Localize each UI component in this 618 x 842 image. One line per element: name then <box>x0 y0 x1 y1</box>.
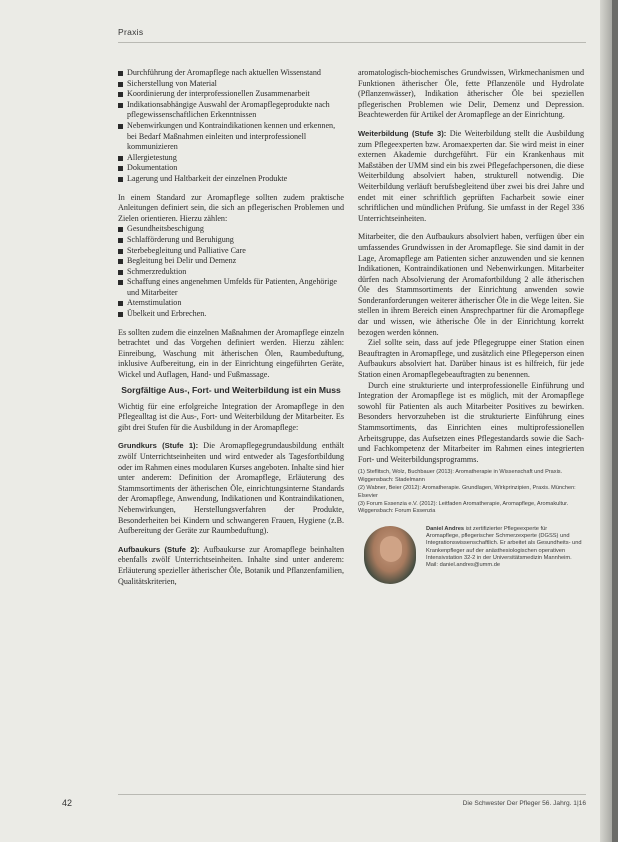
care-goals-list <box>118 224 344 319</box>
list-item: Koordinierung der interprofessionellen Zusammenarbeit <box>118 89 344 100</box>
list-item: Dokumentation <box>118 163 344 174</box>
list-item: Sterbebegleitung und Palliative Care <box>118 246 344 257</box>
list-item: Durchführung der Aromapflege nach aktuellen Wissenstand <box>118 68 344 79</box>
practice-intro-paragraph: In einem Standard zur Aromapflege sollten zudem praktische Anleitungen definiert sein, die sich an pflegerischen Problemen und Zielen orientieren. Hierzu zählen: <box>118 192 344 223</box>
footer-rule <box>118 794 586 795</box>
further-training-lead: Weiterbildung (Stufe 3): <box>358 128 447 138</box>
measures-paragraph: Es sollten zudem die einzelnen Maßnahmen der Aromapflege einzeln betrachtet und das Vorgehen definiert werden. Hierzu zählen: Einreibung, Waschung mit ätherischen Ölen, Raumbeduftung, inklusive Aufbereitung, ein in der Einrichtung eingeführten Geräte, Wickel und Auflagen, Hand- und Fußmassage. <box>118 327 344 380</box>
reference-item: (3) Forum Essenzia e.V. (2012): Leitfaden Aromatherapie, Aromapflege, Aromakultur. Wiggensbach: Forum Essenzia <box>358 501 569 515</box>
author-description: ist zertifizierter Pflegeexperte für Aromapflege, pflegerischer Schmerzexperte (DGSS) und Integrationswissenschaftlich. Er arbeitet als Gesundheits- und Krankenpfleger auf der anästhesiologischen operativen Intensivstation 32-2 in der Universitätsmedizin Mannheim. Mail: daniel.andres@umm.de <box>426 525 582 569</box>
basic-course-paragraph <box>118 441 344 536</box>
duties-list <box>118 68 344 185</box>
advanced-course-lead: Aufbaukurs (Stufe 2): <box>118 544 200 554</box>
page-number: 42 <box>62 798 73 808</box>
list-item: Indikationsabhängige Auswahl der Aromapflegeprodukte nach pflegewissenschaftlichen Erkenntnissen <box>118 100 344 121</box>
further-training-text: Die Weiterbildung stellt die Ausbildung zum Pflegeexperten bzw. Aromaexperten dar. Sie wird meist in einer externen Akademie durchgeführt. Für ein Krankenhaus mit Maßstäben der UMM sind ein bis zwei Pflegefachpersonen, die diese Weiterbildung absolviert haben, strukturell notwendig. Die Weiterbildung verläuft berufsbegleitend über zwei bis drei Jahre und endet mit einer schriftlich geprüften Facharbeit sowie einer schriftlichen und mündlichen Prüfung. Sie umfasst in der Regel 336 Unterrichtseinheiten. <box>358 128 584 223</box>
references-list <box>358 469 584 515</box>
section-label: Praxis <box>118 27 144 37</box>
list-item: Übelkeit und Erbrechen. <box>118 309 344 320</box>
basic-course-lead: Grundkurs (Stufe 1): <box>118 441 199 451</box>
left-column <box>118 68 344 587</box>
goal-paragraph: Ziel sollte sein, dass auf jede Pflegegruppe einer Station einen Beauftragten in Aromapflege, und zusätzlich eine Pflegeperson einen Aufbaukurs absolviert hat. Darüber hinaus ist es hilfreich, für jede Station einen Aromapflegebeauftragten zu benennen. <box>358 338 584 380</box>
author-bio <box>426 526 582 570</box>
staff-paragraph: Mitarbeiter, die den Aufbaukurs absolviert haben, verfügen über ein umfassendes Grundwissen in der Aromapflege. Sie sind damit in der Lage, Aromapflege am Patienten sicher anzuwenden und sie kennen Indikationen, Kontraindikationen und Nebenwirkungen. Mitarbeiter dürfen nach Absolvierung der Aromafortbildung 2 alle ätherischen Öle des Stammsortiments der Einrichtung anwenden sowie Sonderanforderungen weiterer ätherischer Öle in die Wege leiten. Sie stellen in ihrem Bereich einen Ansprechpartner für die Aromapflege dar und wissen, wie ätherische Öle in der Einrichtung korrekt bezogen werden können. <box>358 232 584 337</box>
journal-reference: Die Schwester Der Pfleger 56. Jahrg. 1|16 <box>462 800 586 807</box>
author-name: Daniel Andres <box>426 525 465 532</box>
training-intro-paragraph: Wichtig für eine erfolgreiche Integration der Aromapflege in den Pflegealltag ist die Aus-, Fort- und Weiterbildung der Mitarbeiter. Es gibt drei Stufen für die Ausbildung in der Aromapflege: <box>118 401 344 432</box>
header-rule <box>118 42 586 43</box>
advanced-course-text: Aufbaukurse zur Aromapflege beinhalten ebenfalls zwölf Unterrichtseinheiten. Inhalte sind unter anderem: Erläuterung spezieller ätherischer Öle, Botanik und Pflanzenfamilien, Qualitätskriterien, <box>118 544 344 586</box>
list-item: Gesundheitsbeschigung <box>118 224 344 235</box>
list-item: Schlafförderung und Beruhigung <box>118 235 344 246</box>
conclusion-paragraph: Durch eine strukturierte und interprofessionelle Einführung und Integration der Aromapflege ist es möglich, mit der Aromapflege sowohl für Patienten als auch Mitarbeiter Positives zu bewirken. Besonders hervorzuheben ist die strukturierte Einführung eines Stammsortiments, das Einrichten eines multiprofessionellen Arbeitsgruppe, das Aufsetzen eines Pflegestandards sowie die Sach- und Fachkompetenz der Mitarbeiter im Rahmen eines integrierten Fort- und Weiterbildungsprogramms. <box>358 380 584 464</box>
right-column <box>358 68 584 598</box>
list-item: Atemstimulation <box>118 298 344 309</box>
basic-course-text: Die Aromapflegegrundausbildung enthält zwölf Unterrichtseinheiten und wird entweder als Tagesfortbildung oder im Rahmen eines modularen Kurses angeboten. Inhalte sind hier unter anderem: Definition der Aromapflege, Erläuterung des Stammsortiments der ätherischen Öle, einrichtungsinterne Standards der Aromapflege, Anwendung, Indikationen und Kontraindikationen, Nebenwirkungen, Herstellungsverfahren der Produkte, Besonderheiten bei Kindern und schwangeren Frauen, Hygiene (z.B. Aufbereitung der Geräte zur Raumbeduftung). <box>118 441 344 536</box>
list-item: Schaffung eines angenehmen Umfelds für Patienten, Angehörige und Mitarbeiter <box>118 277 344 298</box>
reference-item: (1) Steflitsch, Wolz, Buchbauer (2013): Aromatherapie in Wissenschaft und Praxis. Wiggensbach: Stadelmann <box>358 469 563 483</box>
list-item: Schmerzreduktion <box>118 267 344 278</box>
list-item: Nebenwirkungen und Kontraindikationen kennen und erkennen, bei Bedarf Maßnahmen einleiten und interprofessionell kommunizieren <box>118 121 344 153</box>
continued-paragraph: aromatologisch-biochemisches Grundwissen, Wirkmechanismen und Funktionen ätherischer Öle, fette Pflanzenöle und Hydrolate (Pflanzenwässer), Indikation ätherischer Öle bei speziellen pflegerischen Problemen wie Delir, Demenz und Depression. Beachtewerden für Artikel der Aromapflege an der Einrichtung. <box>358 68 584 120</box>
list-item: Lagerung und Haltbarkeit der einzelnen Produkte <box>118 174 344 185</box>
list-item: Sicherstellung von Material <box>118 79 344 90</box>
author-photo <box>364 526 416 584</box>
author-box <box>358 526 584 598</box>
list-item: Allergietestung <box>118 153 344 164</box>
reference-item: (2) Wabner, Beier (2012): Aromatherapie. Grundlagen, Wirkprinzipien, Praxis. München: Elsevier <box>358 485 576 499</box>
advanced-course-paragraph <box>118 545 344 587</box>
list-item: Begleitung bei Delir und Demenz <box>118 256 344 267</box>
section-subheading: Sorgfältige Aus-, Fort- und Weiterbildung ist ein Muss <box>121 384 341 395</box>
further-training-paragraph <box>358 129 584 224</box>
